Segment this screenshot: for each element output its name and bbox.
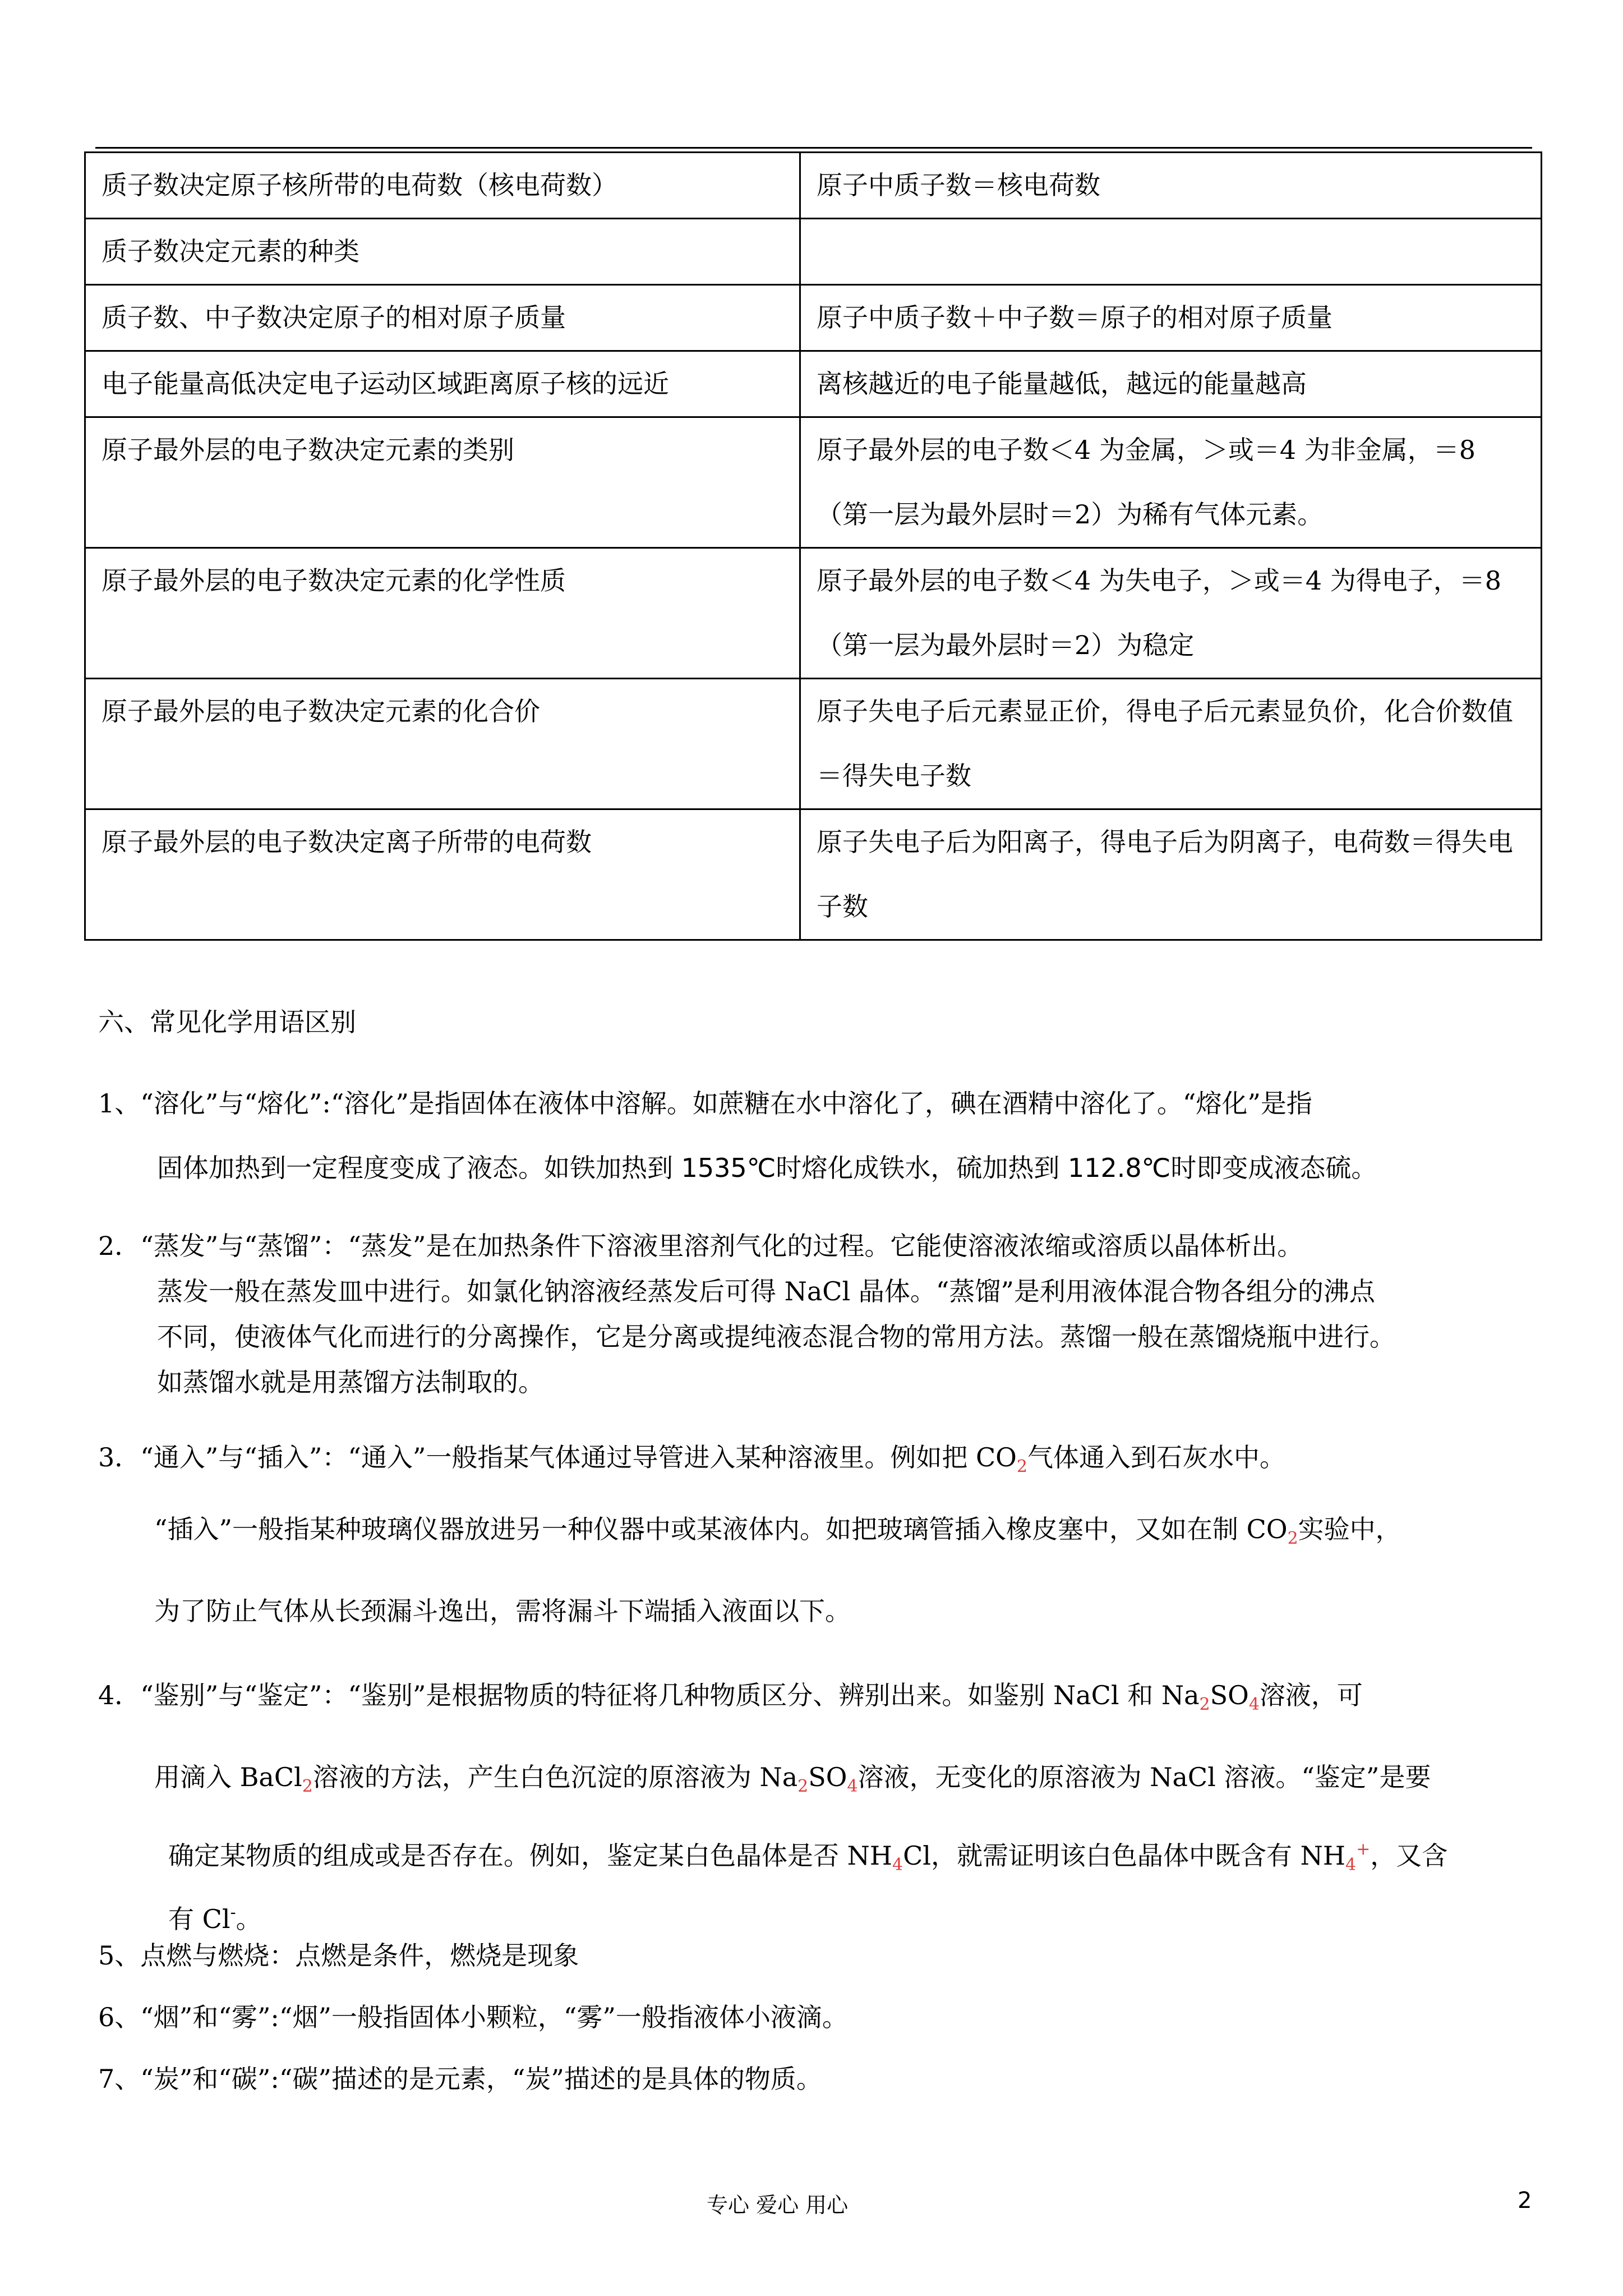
table-cell: 原子最外层的电子数决定元素的类别 <box>85 417 800 548</box>
paragraph-line: 蒸发一般在蒸发皿中进行。如氯化钠溶液经蒸发后可得 NaCl 晶体。“蒸馏”是利用液体混合物各组分的沸点 <box>157 1276 1375 1306</box>
text-run: 溶液的方法，产生白色沉淀的原溶液为 Na <box>312 1762 798 1792</box>
table-row <box>85 548 1542 679</box>
text-run: SO <box>1210 1680 1249 1710</box>
text-run: 4．“鉴别”与“鉴定”：“鉴别”是根据物质的特征将几种物质区分、辨别出来。如鉴别 NaCl 和 Na <box>98 1680 1200 1710</box>
paragraph-line <box>98 1437 1285 1476</box>
text-run: 时即变成液态硫。 <box>1170 1153 1377 1183</box>
table-cell: 质子数决定元素的种类 <box>85 219 800 285</box>
table-cell: 原子最外层的电子数决定离子所带的电荷数 <box>85 809 800 940</box>
text-run: 溶液，无变化的原溶液为 NaCl 溶液。“鉴定”是要 <box>857 1762 1431 1792</box>
paragraph-line: 为了防止气体从长颈漏斗逸出，需将漏斗下端插入液面以下。 <box>154 1596 851 1626</box>
text-run: “插入”一般指某种玻璃仪器放进另一种仪器中或某液体内。如把玻璃管插入橡皮塞中，又如在制 CO <box>154 1514 1288 1544</box>
paragraph-line <box>154 1757 1431 1796</box>
table-row <box>85 809 1542 940</box>
text-run: 溶液，可 <box>1259 1680 1363 1710</box>
subscript: 4 <box>892 1855 903 1875</box>
table-cell: 质子数、中子数决定原子的相对原子质量 <box>85 285 800 351</box>
paragraph-line <box>168 1825 1537 1889</box>
paragraph-line <box>98 1675 1363 1714</box>
text-run: Cl，就需证明该白色晶体中既含有 NH <box>903 1841 1345 1871</box>
table-row <box>85 417 1542 548</box>
table-cell: 原子最外层的电子数决定元素的化合价 <box>85 679 800 809</box>
table-cell: 原子最外层的电子数＜4 为金属，＞或＝4 为非金属，＝8（第一层为最外层时＝2）为稀有气体元素。 <box>800 417 1542 548</box>
text-run: 用滴入 BaCl <box>154 1762 302 1792</box>
table-cell: 离核越近的电子能量越低，越远的能量越高 <box>800 351 1542 417</box>
table-cell <box>800 219 1542 285</box>
superscript: - <box>230 1903 236 1922</box>
subscript: 2 <box>797 1777 809 1796</box>
table-row <box>85 679 1542 809</box>
knowledge-table <box>84 151 1542 941</box>
table-row <box>85 351 1542 417</box>
temperature-value: 1535℃ <box>681 1153 776 1183</box>
subscript: 4 <box>847 1777 858 1796</box>
page-number: 2 <box>1518 2188 1532 2214</box>
paragraph-2 <box>98 1223 1539 1405</box>
text-run: 确定某物质的组成或是否存在。例如，鉴定某白色晶体是否 NH <box>168 1841 892 1871</box>
text-run: 3．“通入”与“插入”：“通入”一般指某气体通过导管进入某种溶液里。例如把 CO <box>98 1442 1017 1473</box>
text-run: SO <box>808 1762 847 1792</box>
table-cell: 质子数决定原子核所带的电荷数（核电荷数） <box>85 153 800 219</box>
table-cell: 原子最外层的电子数决定元素的化学性质 <box>85 548 800 679</box>
paragraph-line: 5、点燃与燃烧：点燃是条件，燃烧是现象 <box>98 1940 579 1971</box>
table-cell: 原子失电子后为阳离子，得电子后为阴离子，电荷数＝得失电子数 <box>800 809 1542 940</box>
paragraph-line: 如蒸馏水就是用蒸馏方法制取的。 <box>157 1367 544 1397</box>
paragraph-line <box>168 1825 1537 1943</box>
subscript: 2 <box>1287 1529 1298 1548</box>
subscript: 4 <box>1248 1695 1260 1714</box>
text-run: 气体通入到石灰水中。 <box>1027 1442 1285 1473</box>
table-cell: 原子中质子数＝核电荷数 <box>800 153 1542 219</box>
subscript: 2 <box>302 1777 313 1796</box>
text-run: 时熔化成铁水，硫加热到 <box>776 1153 1068 1183</box>
paragraph-line <box>98 1136 1539 1200</box>
footer-text: 专心 爱心 用心 <box>707 2193 849 2217</box>
top-rule <box>95 147 1532 149</box>
paragraph-line <box>154 1509 1401 1548</box>
subscript: 2 <box>1199 1695 1210 1714</box>
paragraph-line: 不同，使液体气化而进行的分离操作，它是分离或提纯液态混合物的常用方法。蒸馏一般在蒸馏烧瓶中进行。 <box>157 1322 1395 1352</box>
paragraph-line: 1、“溶化”与“熔化”:“溶化”是指固体在液体中溶解。如蔗糖在水中溶化了，碘在酒精中溶化了。“熔化”是指 <box>98 1088 1312 1119</box>
subscript: 4 <box>1345 1855 1357 1875</box>
paragraph-line: 6、“烟”和“雾”:“烟”一般指固体小颗粒，“雾”一般指液体小液滴。 <box>98 2002 848 2032</box>
table-cell: 电子能量高低决定电子运动区域距离原子核的远近 <box>85 351 800 417</box>
section-heading: 六、常见化学用语区别 <box>98 1007 356 1037</box>
paragraph-line: 7、“炭”和“碳”:“碳”描述的是元素，“炭”描述的是具体的物质。 <box>98 2064 822 2094</box>
text-run: 实验中， <box>1298 1514 1401 1544</box>
temperature-value: 112.8℃ <box>1067 1153 1171 1183</box>
table-cell: 原子中质子数＋中子数＝原子的相对原子质量 <box>800 285 1542 351</box>
table-cell: 原子最外层的电子数＜4 为失电子，＞或＝4 为得电子，＝8（第一层为最外层时＝2）为稳定 <box>800 548 1542 679</box>
subscript: 2 <box>1016 1457 1027 1476</box>
table-row <box>85 153 1542 219</box>
superscript: + <box>1356 1839 1371 1859</box>
paragraph-1 <box>98 1071 1539 1200</box>
table-row <box>85 219 1542 285</box>
text-run: 。 <box>236 1904 262 1934</box>
text-run: 固体加热到一定程度变成了液态。如铁加热到 <box>157 1153 681 1183</box>
table-row <box>85 285 1542 351</box>
table-cell: 原子失电子后元素显正价，得电子后元素显负价，化合价数值＝得失电子数 <box>800 679 1542 809</box>
text-run: 有 Cl <box>168 1904 230 1934</box>
paragraph-line: 2．“蒸发”与“蒸馏”：“蒸发”是在加热条件下溶液里溶剂气化的过程。它能使溶液浓缩或溶质以晶体析出。 <box>98 1231 1303 1261</box>
text-run: ，又含 <box>1370 1841 1448 1871</box>
